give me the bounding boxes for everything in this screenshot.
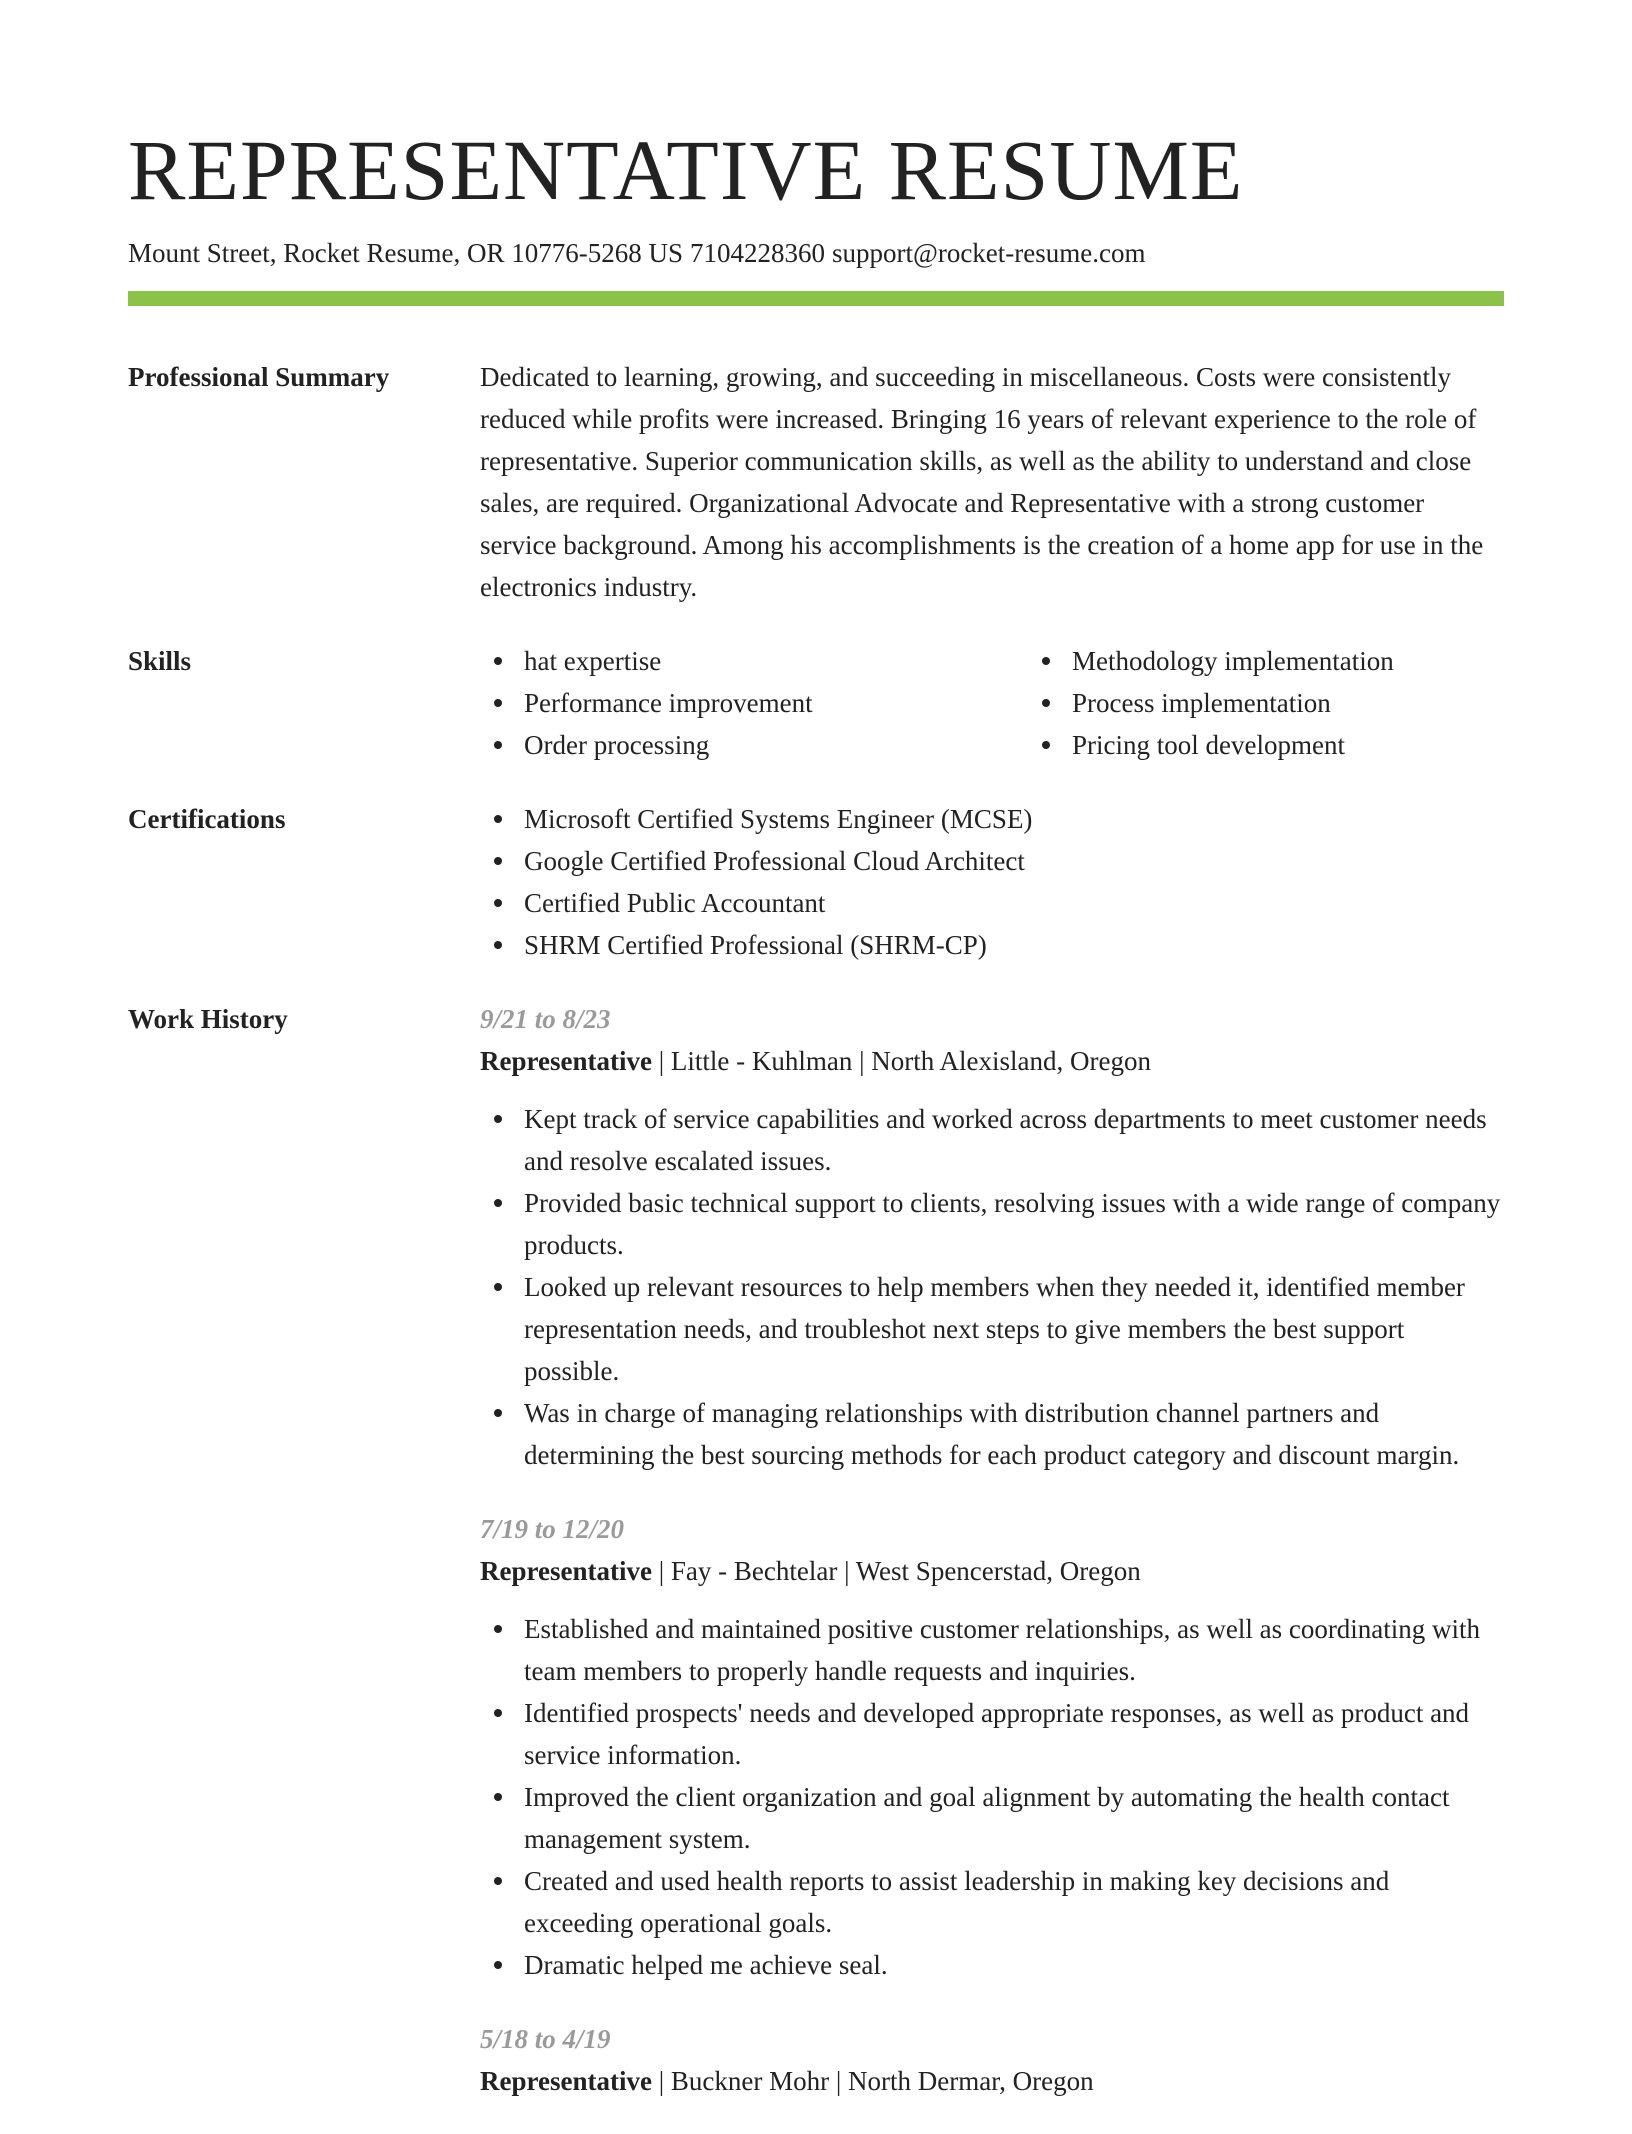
job-location: West Spencerstad, Oregon: [855, 1556, 1141, 1586]
job-header: Representative | Little - Kuhlman | North Alexisland, Oregon: [480, 1046, 1151, 1076]
summary-text: Dedicated to learning, growing, and succeeding in miscellaneous. Costs were consistently reduced while profits were increased. Bringing 16 years of relevant experience to the role of representative. Superior communication skills, as well as the ability to understand and close sales, are required. Organizational Advocate and Representative with a strong customer service background. Among his accomplishments is the creation of a home app for use in the electronics industry.: [480, 362, 1484, 602]
contact-address: Mount Street, Rocket Resume, OR 10776-5268 US: [128, 238, 683, 268]
job-bullet: Looked up relevant resources to help members when they needed it, identified member representation needs, and troubleshot next steps to give members the best support possible.: [524, 1266, 1504, 1392]
job-dates: 5/18 to 4/19: [480, 2024, 611, 2054]
job-bullet: Was in charge of managing relationships with distribution channel partners and determining the best sourcing methods for each product category and discount margin.: [524, 1392, 1504, 1476]
skills-heading: Skills: [128, 646, 192, 676]
job-header: Representative | Fay - Bechtelar | West Spencerstad, Oregon: [480, 1556, 1141, 1586]
job-location: North Alexisland, Oregon: [871, 1046, 1151, 1076]
skill-item: Process implementation: [1072, 682, 1576, 724]
work-history-heading: Work History: [128, 1004, 288, 1034]
job-location: North Dermar, Oregon: [848, 2066, 1094, 2096]
resume-name: REPRESENTATIVE RESUME: [128, 122, 1244, 218]
job-bullet: Established and maintained positive customer relationships, as well as coordinating with team members to properly handle requests and inquiries.: [524, 1608, 1504, 1692]
job-company: Buckner Mohr: [670, 2066, 830, 2096]
skills-column-2: [1028, 640, 1576, 766]
job-bullet: Identified prospects' needs and developed appropriate responses, as well as product and service information.: [524, 1692, 1504, 1776]
contact-line: [128, 236, 1504, 270]
job-bullets: [480, 1608, 1504, 1986]
job-bullet: Provided basic technical support to clients, resolving issues with a wide range of company products.: [524, 1182, 1504, 1266]
job-bullets: [480, 1098, 1504, 1476]
skill-item: Performance improvement: [524, 682, 1028, 724]
job-title: Representative: [480, 1556, 652, 1586]
job-bullet: Dramatic helped me achieve seal.: [524, 1944, 1504, 1986]
job-entry: [480, 2018, 1504, 2102]
certifications-heading: Certifications: [128, 804, 286, 834]
job-bullet: Kept track of service capabilities and worked across departments to meet customer needs and resolve escalated issues.: [524, 1098, 1504, 1182]
skills-column-1: [480, 640, 1028, 766]
header-divider: [128, 291, 1504, 306]
job-dates: 7/19 to 12/20: [480, 1514, 625, 1544]
skills-section: [128, 640, 1504, 766]
job-bullet: Improved the client organization and goal alignment by automating the health contact management system.: [524, 1776, 1504, 1860]
job-bullet: Created and used health reports to assist leadership in making key decisions and exceeding operational goals.: [524, 1860, 1504, 1944]
skill-item: Methodology implementation: [1072, 640, 1576, 682]
summary-section: [128, 356, 1504, 608]
summary-heading: Professional Summary: [128, 362, 390, 392]
job-title: Representative: [480, 2066, 652, 2096]
skill-item: Order processing: [524, 724, 1028, 766]
job-entry: [480, 1508, 1504, 1986]
certifications-section: [128, 798, 1504, 966]
job-entry: [480, 998, 1504, 1476]
certification-item: Microsoft Certified Systems Engineer (MCSE): [524, 798, 1504, 840]
resume-page: [128, 0, 1504, 2134]
job-company: Fay - Bechtelar: [670, 1556, 838, 1586]
contact-phone: 7104228360: [689, 238, 825, 268]
work-history-section: [128, 998, 1504, 2134]
skill-item: Pricing tool development: [1072, 724, 1576, 766]
certification-item: SHRM Certified Professional (SHRM-CP): [524, 924, 1504, 966]
job-title: Representative: [480, 1046, 652, 1076]
certification-item: Certified Public Accountant: [524, 882, 1504, 924]
job-header: Representative | Buckner Mohr | North Dermar, Oregon: [480, 2066, 1094, 2096]
job-company: Little - Kuhlman: [670, 1046, 853, 1076]
certifications-list: [480, 798, 1504, 966]
skill-item: hat expertise: [524, 640, 1028, 682]
job-dates: 9/21 to 8/23: [480, 1004, 611, 1034]
contact-email[interactable]: support@rocket-resume.com: [831, 238, 1146, 268]
certification-item: Google Certified Professional Cloud Architect: [524, 840, 1504, 882]
